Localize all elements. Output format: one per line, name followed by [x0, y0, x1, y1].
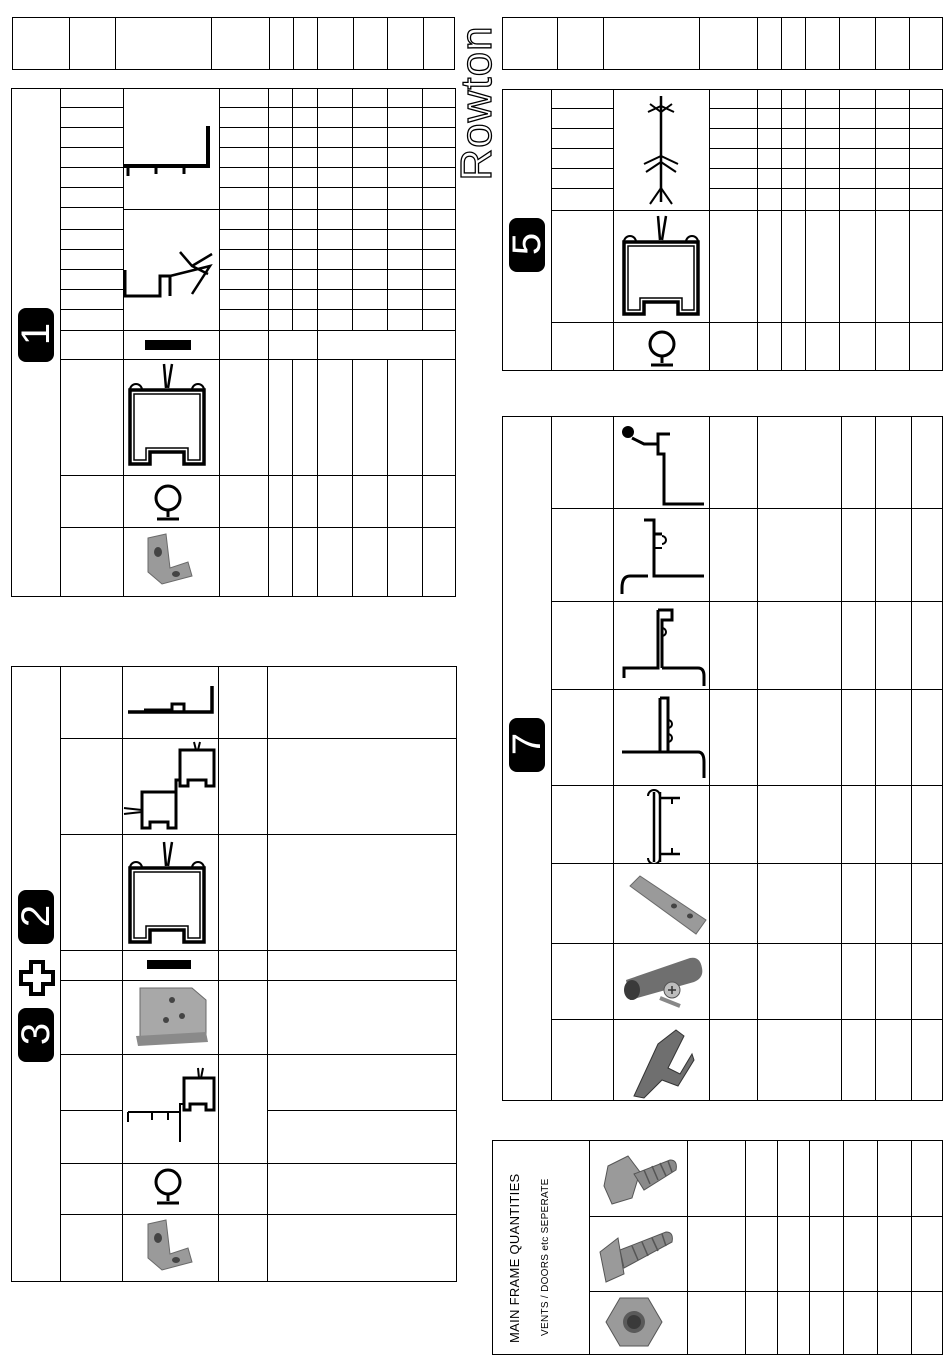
bolt-icon — [596, 1220, 678, 1286]
section-7-table — [502, 416, 943, 1101]
round-tube-profile-icon — [151, 484, 185, 524]
quantities-subtitle: VENTS / DOORS etc SEPERATE — [540, 1178, 551, 1336]
brand-logo: Rowton — [452, 25, 501, 181]
plate-bracket-icon — [626, 872, 710, 938]
ridge-profile-icon — [124, 1066, 220, 1146]
sash-profile-icon — [640, 788, 686, 864]
plate-bracket-icon — [132, 986, 212, 1048]
section-5-badge: 5 — [509, 218, 545, 272]
angle-bracket-icon — [140, 1218, 196, 1276]
spindle-icon — [636, 92, 686, 206]
section-7-badge: 7 — [509, 718, 545, 772]
ridge-profile-icon — [120, 244, 220, 304]
gutter-profile-icon — [618, 514, 708, 596]
round-tube-profile-icon — [645, 330, 679, 370]
box-section-profile-icon — [618, 212, 704, 320]
bar-profile-icon — [147, 960, 191, 969]
plus-icon — [19, 960, 55, 996]
section-1-table — [11, 88, 456, 597]
box-section-profile-icon — [120, 740, 220, 832]
section-1-badge: 1 — [18, 308, 54, 362]
nut-icon — [604, 1294, 664, 1350]
rod-icon — [620, 950, 706, 1016]
gutter-profile-icon — [124, 682, 220, 722]
header-table-right — [502, 17, 943, 70]
bolt-icon — [600, 1146, 680, 1210]
main-frame-quantities-table — [492, 1140, 943, 1355]
cleat-profile-icon — [618, 424, 708, 508]
clip-icon — [628, 1024, 698, 1100]
box-section-profile-icon — [124, 838, 210, 948]
angle-bracket-icon — [140, 532, 196, 590]
round-tube-profile-icon — [151, 1168, 185, 1208]
header-table-left — [12, 17, 455, 70]
bar-profile-icon — [145, 340, 191, 350]
box-section-profile-icon — [124, 360, 210, 470]
section-2-3-table — [11, 666, 457, 1282]
gutter-profile-icon — [618, 604, 708, 688]
tee-profile-icon — [618, 692, 708, 782]
section-2-badge: 2 — [18, 890, 54, 944]
section-5-table — [502, 89, 943, 371]
quantities-title: MAIN FRAME QUANTITIES — [507, 1173, 522, 1343]
section-3-badge: 3 — [18, 1008, 54, 1062]
gutter-profile-icon — [120, 122, 216, 182]
